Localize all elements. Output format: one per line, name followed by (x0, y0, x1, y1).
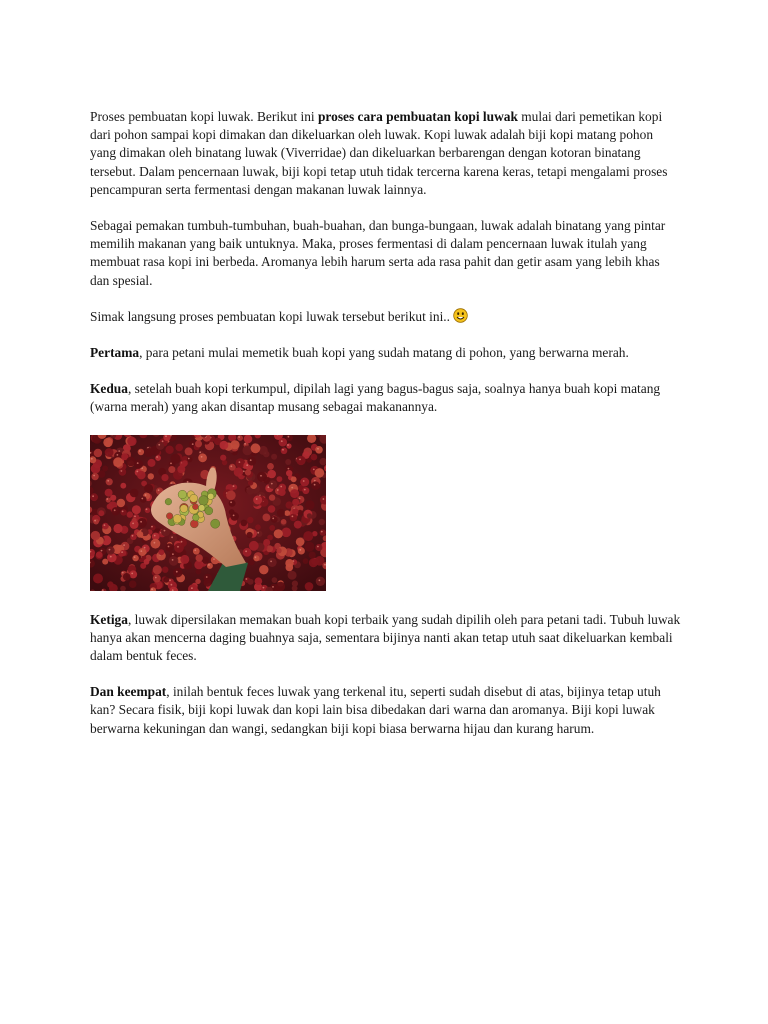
paragraph-step-1: Pertama, para petani mulai memetik buah kopi yang sudah matang di pohon, yang berwarna merah. (90, 345, 629, 361)
coffee-cherries-image (90, 435, 326, 591)
paragraph-luwak-diet: Sebagai pemakan tumbuh-tumbuhan, buah-buahan, dan bunga-bungaan, luwak adalah binatang yang pintar memilih makanan yang baik untuknya. Maka, proses fermentasi di dalam pencernaan luwak itulah yang membuat rasa kopi ini berbeda. Aromanya lebih harum serta ada rasa pahit dan getir asam yang lebih khas dan spesial. (90, 218, 666, 288)
paragraph-simak: Simak langsung proses pembuatan kopi luwak tersebut berikut ini.. (90, 308, 682, 326)
paragraph-step-4: Dan keempat, inilah bentuk feces luwak yang terkenal itu, seperti sudah disebut di atas, bijinya tetap utuh kan? Secara fisik, biji kopi luwak dan kopi lain bisa dibedakan dari warna dan aromanya. Biji kopi luwak berwarna kekuningan dan wangi, sedangkan biji kopi biasa berwarna hijau dan kurang harum. (90, 684, 661, 736)
coffee-cherries-photo (90, 435, 326, 591)
smiley-face-icon (453, 308, 468, 323)
document-page (90, 108, 682, 756)
bold-phrase: proses cara pembuatan kopi luwak (317, 109, 518, 124)
paragraph-intro: Proses pembuatan kopi luwak. Berikut ini proses cara pembuatan kopi luwak mulai dari pemetikan kopi dari pohon sampai kopi dimakan dan dikeluarkan oleh luwak. Kopi luwak adalah biji kopi matang pohon yang dimakan oleh binatang luwak (Viverridae) dan dikeluarkan berbarengan dengan kotoran binatang tersebut. Dalam pencernaan luwak, biji kopi tetap utuh tidak tercerna karena keras, tetapi mengalami proses pencampuran serta fermentasi dengan makanan luwak lainnya. (90, 109, 668, 197)
paragraph-step-2: Kedua, setelah buah kopi terkumpul, dipilah lagi yang bagus-bagus saja, soalnya hanya buah kopi matang (warna merah) yang akan disantap musang sebagai makanannya. (90, 381, 661, 415)
paragraph-step-3: Ketiga, luwak dipersilakan memakan buah kopi terbaik yang sudah dipilih oleh para petani tadi. Tubuh luwak hanya akan mencerna daging buahnya saja, sementara bijinya nanti akan tetap utuh saat dikeluarkan kembali dalam bentuk feces. (90, 611, 681, 664)
